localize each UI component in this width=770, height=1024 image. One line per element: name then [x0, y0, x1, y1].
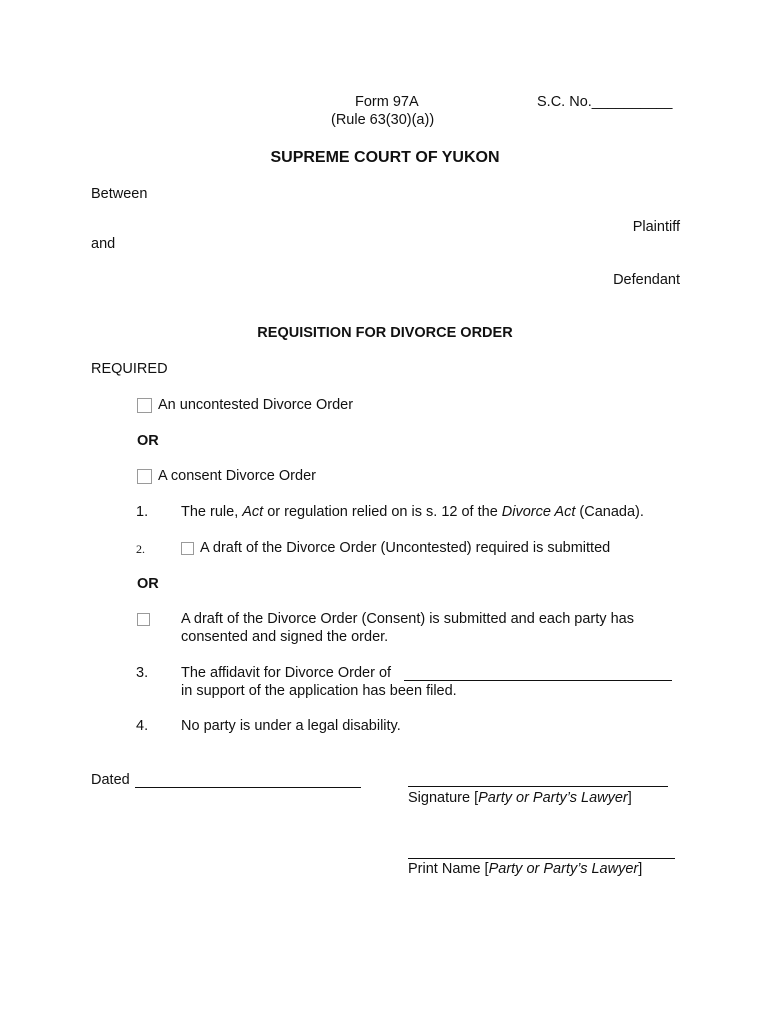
dated-label: Dated: [91, 772, 130, 788]
signature-label: Signature [Party or Party’s Lawyer]: [408, 790, 632, 806]
item-number: 4.: [136, 718, 149, 734]
consent-option-label: A consent Divorce Order: [158, 468, 316, 484]
item-2-text: A draft of the Divorce Order (Uncontested) required is submitted: [200, 540, 611, 556]
consent-checkbox[interactable]: [137, 469, 152, 484]
or-separator: OR: [137, 433, 159, 449]
rule-reference: (Rule 63(30)(a)): [331, 112, 435, 128]
sc-number-field[interactable]: S.C. No.__________: [537, 94, 673, 110]
required-label: REQUIRED: [91, 361, 168, 377]
item-2b-text-line1: A draft of the Divorce Order (Consent) is submitted and each party has: [181, 611, 634, 627]
item-number: 3.: [136, 665, 149, 681]
form-number: Form 97A: [355, 94, 419, 110]
between-label: Between: [91, 186, 148, 202]
and-label: and: [91, 236, 116, 252]
item-1-text: The rule, Act or regulation relied on is s. 12 of the Divorce Act (Canada).: [181, 504, 644, 520]
item-3-text-line1: The affidavit for Divorce Order of: [181, 665, 392, 681]
item-number: 1.: [136, 504, 149, 520]
print-name-label: Print Name [Party or Party’s Lawyer]: [408, 861, 643, 877]
uncontested-option-label: An uncontested Divorce Order: [158, 397, 354, 413]
defendant-label: Defendant: [613, 272, 680, 288]
item-number: 2.: [136, 542, 145, 556]
signature-field[interactable]: [408, 786, 668, 787]
or-separator: OR: [137, 576, 159, 592]
uncontested-checkbox[interactable]: [137, 398, 152, 413]
dated-field[interactable]: [135, 787, 361, 788]
document-title: REQUISITION FOR DIVORCE ORDER: [257, 325, 513, 341]
item-4-text: No party is under a legal disability.: [181, 718, 401, 734]
draft-uncontested-checkbox[interactable]: [181, 542, 194, 555]
court-title: SUPREME COURT OF YUKON: [270, 149, 500, 166]
draft-consent-checkbox[interactable]: [137, 613, 150, 626]
print-name-field[interactable]: [408, 858, 675, 859]
item-3-text-line2: in support of the application has been filed.: [181, 683, 457, 699]
plaintiff-label: Plaintiff: [632, 219, 680, 235]
item-2b-text-line2: consented and signed the order.: [181, 629, 389, 645]
affidavit-name-field[interactable]: [404, 680, 672, 681]
